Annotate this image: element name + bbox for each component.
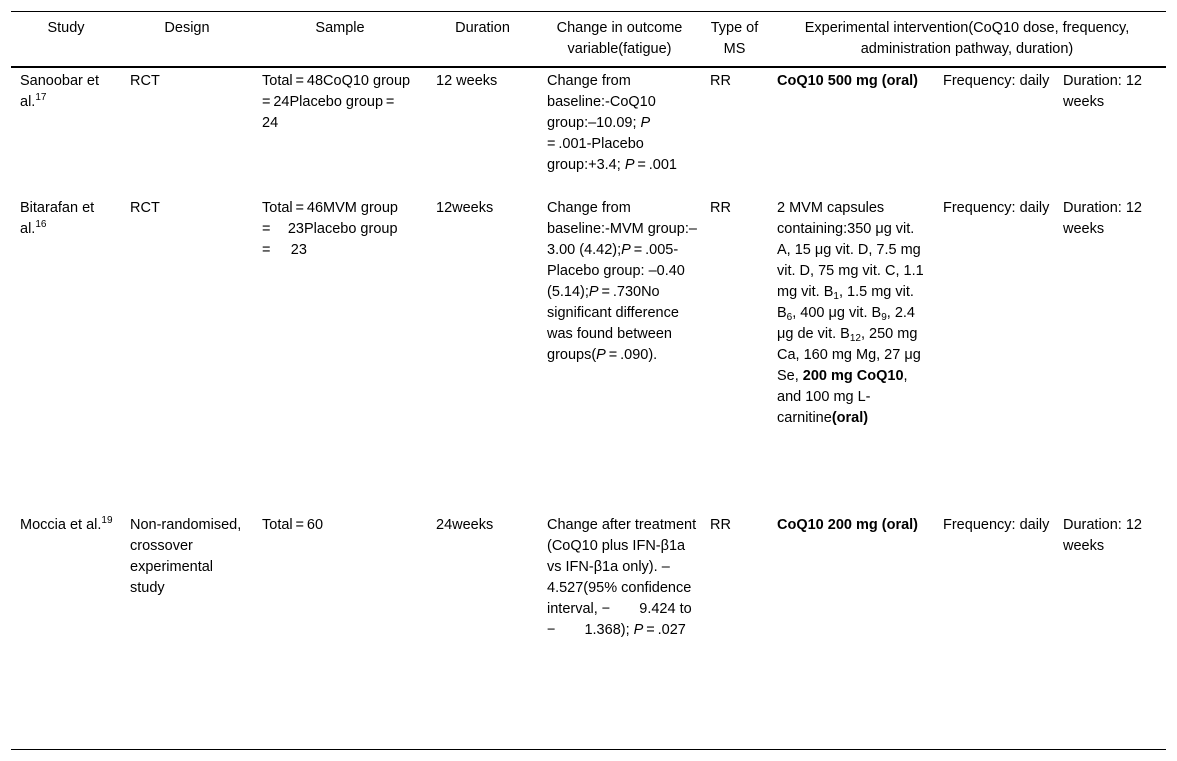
header-sample: Sample: [315, 20, 365, 36]
header-design: Design: [164, 20, 210, 36]
dose-cell: CoQ10 200 mg (oral): [777, 517, 919, 533]
study-table: [11, 11, 1166, 750]
sample-cell: Total = 48CoQ10 group = 24Placebo group = 24: [262, 73, 415, 131]
dose-cell: 2 MVM capsules containing:350 μg vit. A, 15 μg vit. D, 7.5 mg vit. D, 75 mg vit. C, 1.1 mg vit. $B_1$, 1.5 mg vit. $B_6$, 400 μg vit. $B_9$, 2.4 μg de vit. $B_{12}$, 250 mg Ca, 160 mg Mg, 27 μg Se, 200 mg CoQ10, and 100 mg L-carnitine(oral): [777, 200, 924, 426]
design-cell: RCT: [130, 73, 160, 89]
table-row: [11, 512, 1166, 749]
intervention-duration-cell: Duration: 12 weeks: [1063, 517, 1142, 554]
change-cell: Change from baseline:-CoQ10 group:–10.09; P = .001-Placebo group:+3.4; P = .001: [547, 73, 677, 173]
duration-cell: 12weeks: [436, 200, 494, 216]
header-row: [11, 12, 1166, 68]
duration-cell: 24weeks: [436, 517, 494, 533]
study-cell: Moccia et al.$^{19}$: [20, 515, 113, 533]
frequency-cell: Frequency: daily: [943, 517, 1050, 533]
header-duration: Duration: [455, 20, 510, 36]
type-cell: RR: [710, 73, 731, 89]
table-container: [11, 11, 1166, 750]
table-row: [11, 67, 1166, 195]
header-intervention: Experimental intervention(CoQ10 dose, frequency, administration pathway, duration): [804, 20, 1130, 57]
header-change: Change in outcome variable(fatigue): [556, 20, 683, 57]
change-cell: Change after treatment (CoQ10 plus IFN-β1a vs IFN-β1a only). –4.527(95% confidence interval, − 9.424 to − 1.368); P = .027: [547, 517, 697, 638]
intervention-duration-cell: Duration: 12 weeks: [1063, 73, 1142, 110]
frequency-cell: Frequency: daily: [943, 73, 1050, 89]
frequency-cell: Frequency: daily: [943, 200, 1050, 216]
design-cell: RCT: [130, 200, 160, 216]
header-study: Study: [47, 20, 85, 36]
type-cell: RR: [710, 200, 731, 216]
dose-cell: CoQ10 500 mg (oral): [777, 73, 919, 89]
header-type: Type of MS: [710, 20, 759, 57]
sample-cell: Total = 60: [262, 517, 324, 533]
duration-cell: 12 weeks: [436, 73, 498, 89]
sample-cell: Total = 46MVM group = 23Placebo group = 23: [262, 200, 401, 258]
change-cell: Change from baseline:-MVM group:–3.00 (4.42);P = .005-Placebo group: –0.40 (5.14);P = .730No significant difference was found between groups(P = .090).: [547, 200, 697, 363]
type-cell: RR: [710, 517, 731, 533]
study-cell: Sanoobar et al.$^{17}$: [20, 73, 100, 110]
study-cell: Bitarafan et al.$^{16}$: [20, 200, 95, 237]
design-cell: Non-randomised, crossover experimental study: [130, 517, 242, 596]
intervention-duration-cell: Duration: 12 weeks: [1063, 200, 1142, 237]
table-row: [11, 195, 1166, 512]
